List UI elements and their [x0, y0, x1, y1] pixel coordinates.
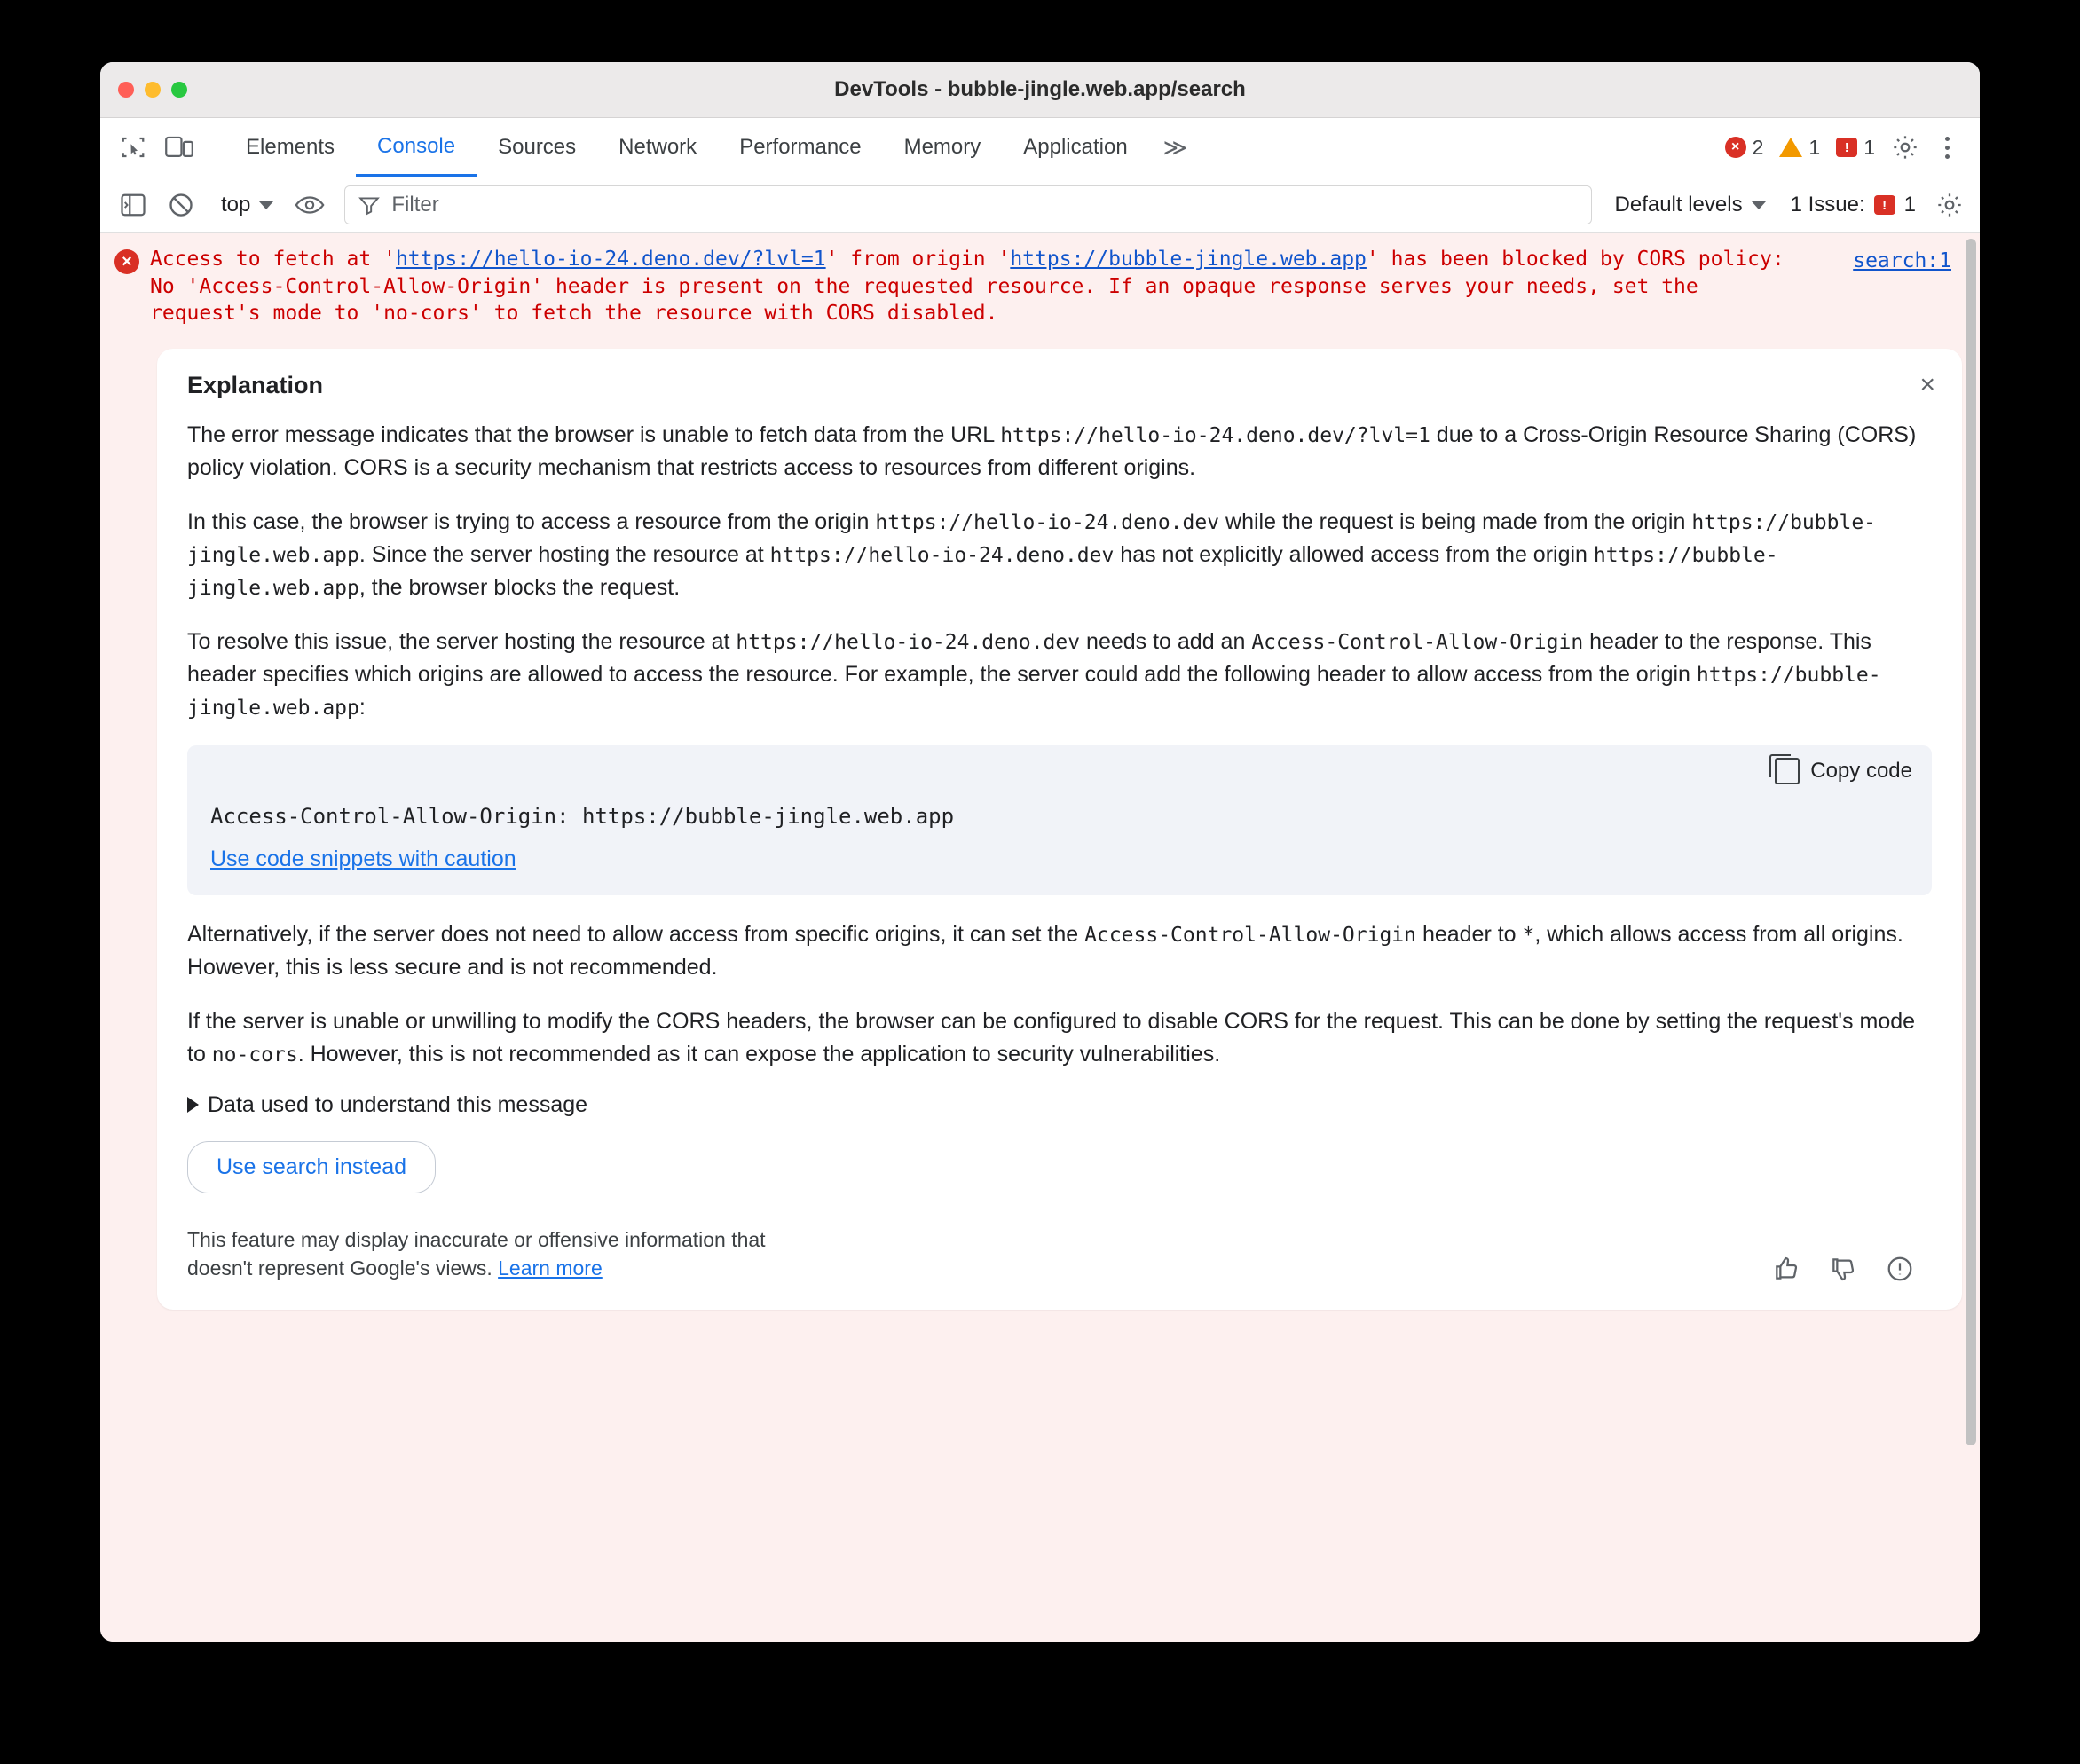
p2-code-2: https://bubble-jingle.web.app [187, 510, 1877, 567]
explanation-card [157, 349, 1962, 1310]
p2-code-3: https://hello-io-24.deno.dev [769, 543, 1115, 567]
explanation-paragraph-2 [187, 506, 1932, 604]
live-expression-icon[interactable] [289, 185, 330, 224]
warning-icon [1779, 138, 1802, 157]
warning-count[interactable] [1776, 136, 1824, 160]
close-icon[interactable]: × [1919, 369, 1935, 399]
issues-bar-link[interactable] [1782, 193, 1925, 217]
error-count[interactable] [1722, 136, 1768, 160]
p3-text-d: : [358, 694, 366, 720]
window-title: DevTools - bubble-jingle.web.app/search [834, 77, 1246, 101]
explanation-paragraph-1 [187, 419, 1932, 484]
data-used-disclosure[interactable] [187, 1092, 1932, 1118]
thumb-down-icon[interactable] [1829, 1255, 1857, 1283]
disclaimer-line-1: This feature may display inaccurate or offensive information that [187, 1227, 766, 1251]
panel-tabs[interactable] [225, 118, 1149, 177]
p1-text-b: due to a Cross-Origin Resource Sharing (CORS) policy violation. CORS is a security mechanism that restricts access to resources from different origins. [187, 421, 1917, 480]
p3-code-2: Access-Control-Allow-Origin [1251, 630, 1584, 654]
explanation-footer [187, 1225, 1932, 1283]
console-scrollbar[interactable] [1966, 239, 1976, 1636]
log-levels-label: Default levels [1614, 193, 1743, 217]
copy-code-label: Copy code [1810, 758, 1912, 783]
tab-sources[interactable]: Sources [498, 135, 577, 159]
p4-code-2: * [1522, 923, 1535, 947]
console-sidebar-icon[interactable] [113, 185, 154, 224]
warning-count-value: 1 [1808, 135, 1821, 159]
console-output [100, 233, 1980, 1642]
error-count-value: 2 [1752, 135, 1764, 159]
tab-console[interactable]: Console [356, 118, 477, 177]
p1-code: https://hello-io-24.deno.dev/?lvl=1 [1000, 423, 1430, 447]
p2-code-4: https://bubble-jingle.web.app [187, 543, 1778, 600]
tab-application[interactable]: Application [1023, 135, 1128, 159]
p5-text-b: . However, this is not recommended as it can expose the application to security vulnerabilities. [297, 1041, 1221, 1067]
p3-text-a: To resolve this issue, the server hosting the resource at [187, 628, 737, 654]
maximize-window-button[interactable] [171, 82, 187, 98]
console-settings-gear-icon[interactable] [1932, 187, 1967, 223]
error-suffix: ' has been blocked by CORS policy: No 'Access-Control-Allow-Origin' header is present on the requested resource. If an opaque response serves your needs, set the request's mode to 'no-cors' to fetch the resource with CORS disabled. [150, 248, 1785, 326]
p2-text-d: has not explicitly allowed access from the origin [1114, 541, 1594, 567]
p4-text-a: Alternatively, if the server does not need to allow access from specific origins, it can set the [187, 921, 1085, 947]
console-filter-input[interactable] [344, 185, 1591, 224]
p2-text-c: . Since the server hosting the resource at [358, 541, 770, 567]
learn-more-link[interactable]: Learn more [498, 1256, 603, 1280]
more-tabs-icon[interactable]: ≫ [1162, 133, 1187, 161]
thumb-up-icon[interactable] [1772, 1255, 1800, 1283]
filter-icon [358, 193, 381, 217]
p2-code-1: https://hello-io-24.deno.dev [875, 510, 1220, 534]
p5-code-1: no-cors [211, 1043, 298, 1067]
clear-console-icon[interactable] [161, 185, 201, 224]
p5-text-a: If the server is unable or unwilling to modify the CORS headers, the browser can be configured to disable CORS for the request. This can be done by setting the request's mode to [187, 1008, 1916, 1067]
console-error-text [150, 246, 1966, 327]
tab-elements[interactable]: Elements [246, 135, 335, 159]
data-used-label: Data used to understand this message [208, 1091, 588, 1117]
issue-icon: ! [1836, 138, 1857, 157]
issues-label: 1 Issue: [1790, 193, 1865, 217]
issue-count[interactable] [1832, 136, 1879, 160]
p2-text-b: while the request is being made from the origin [1219, 508, 1692, 534]
explanation-paragraph-4 [187, 918, 1932, 984]
p3-text-b: needs to add an [1080, 628, 1252, 654]
window-titlebar [100, 62, 1980, 118]
p4-code-1: Access-Control-Allow-Origin [1084, 923, 1416, 947]
tab-network[interactable]: Network [618, 135, 697, 159]
gear-icon[interactable] [1887, 130, 1923, 165]
code-snippet-block [187, 745, 1932, 895]
p2-text-a: In this case, the browser is trying to access a resource from the origin [187, 508, 876, 534]
console-scrollbar-thumb[interactable] [1966, 239, 1976, 1445]
code-caution-link[interactable]: Use code snippets with caution [210, 846, 516, 871]
window-controls[interactable] [100, 82, 187, 98]
minimize-window-button[interactable] [145, 82, 161, 98]
chevron-down-icon [1752, 201, 1766, 209]
code-snippet-header [187, 745, 1932, 797]
context-selector-value: top [221, 193, 251, 217]
feedback-controls [1772, 1255, 1932, 1283]
p3-code-1: https://hello-io-24.deno.dev [736, 630, 1081, 654]
console-error-message [100, 233, 1980, 335]
error-url-2[interactable]: https://bubble-jingle.web.app [1010, 248, 1367, 271]
tab-memory[interactable]: Memory [903, 135, 981, 159]
copy-icon [1775, 758, 1800, 784]
device-toolbar-icon[interactable] [159, 130, 200, 165]
kebab-menu-icon[interactable] [1932, 130, 1962, 165]
issue-icon: ! [1874, 195, 1895, 215]
console-toolbar [100, 177, 1980, 233]
code-snippet-text: Access-Control-Allow-Origin: https://bubble-jingle.web.app [210, 803, 955, 829]
chevron-right-icon [187, 1097, 199, 1113]
error-source-link[interactable]: search:1 [1853, 249, 1951, 272]
disclaimer-text [187, 1225, 766, 1283]
p1-text-a: The error message indicates that the browser is unable to fetch data from the URL [187, 421, 1001, 447]
copy-code-button[interactable] [1775, 758, 1912, 784]
disclaimer-line-2: doesn't represent Google's views. [187, 1256, 499, 1280]
error-icon: × [1725, 137, 1746, 158]
error-prefix: Access to fetch at ' [150, 248, 396, 271]
tab-performance[interactable]: Performance [739, 135, 862, 159]
inspect-element-icon[interactable] [113, 130, 154, 165]
report-icon[interactable] [1886, 1255, 1914, 1283]
issue-count-value: 1 [1863, 135, 1875, 159]
console-filter-placeholder: Filter [391, 193, 439, 217]
context-selector[interactable] [209, 193, 282, 217]
p4-text-b: header to [1416, 921, 1523, 947]
explanation-paragraph-3 [187, 626, 1932, 724]
tabbar-right-group [1722, 130, 1967, 165]
p2-text-e: , the browser blocks the request. [358, 574, 681, 600]
error-middle: ' from origin ' [825, 248, 1011, 271]
use-search-instead-button[interactable]: Use search instead [187, 1141, 436, 1193]
close-window-button[interactable] [118, 82, 134, 98]
log-levels-selector[interactable] [1606, 193, 1775, 217]
explanation-paragraph-5 [187, 1005, 1932, 1071]
p3-code-3: https://bubble-jingle.web.app [187, 663, 1881, 720]
devtools-window [100, 62, 1980, 1642]
devtools-tabbar [100, 118, 1980, 177]
issues-count-value: 1 [1903, 193, 1916, 217]
error-url-1[interactable]: https://hello-io-24.deno.dev/?lvl=1 [395, 248, 826, 271]
p4-text-c: , which allows access from all origins. However, this is less secure and is not recommended. [187, 921, 1903, 980]
chevron-down-icon [259, 201, 273, 209]
code-snippet-body [187, 797, 1932, 895]
p3-text-c: header to the response. This header specifies which origins are allowed to access the resource. For example, the server could add the following header to allow access from the origin [187, 628, 1871, 687]
error-icon: × [114, 249, 139, 274]
explanation-title: Explanation [187, 371, 324, 398]
